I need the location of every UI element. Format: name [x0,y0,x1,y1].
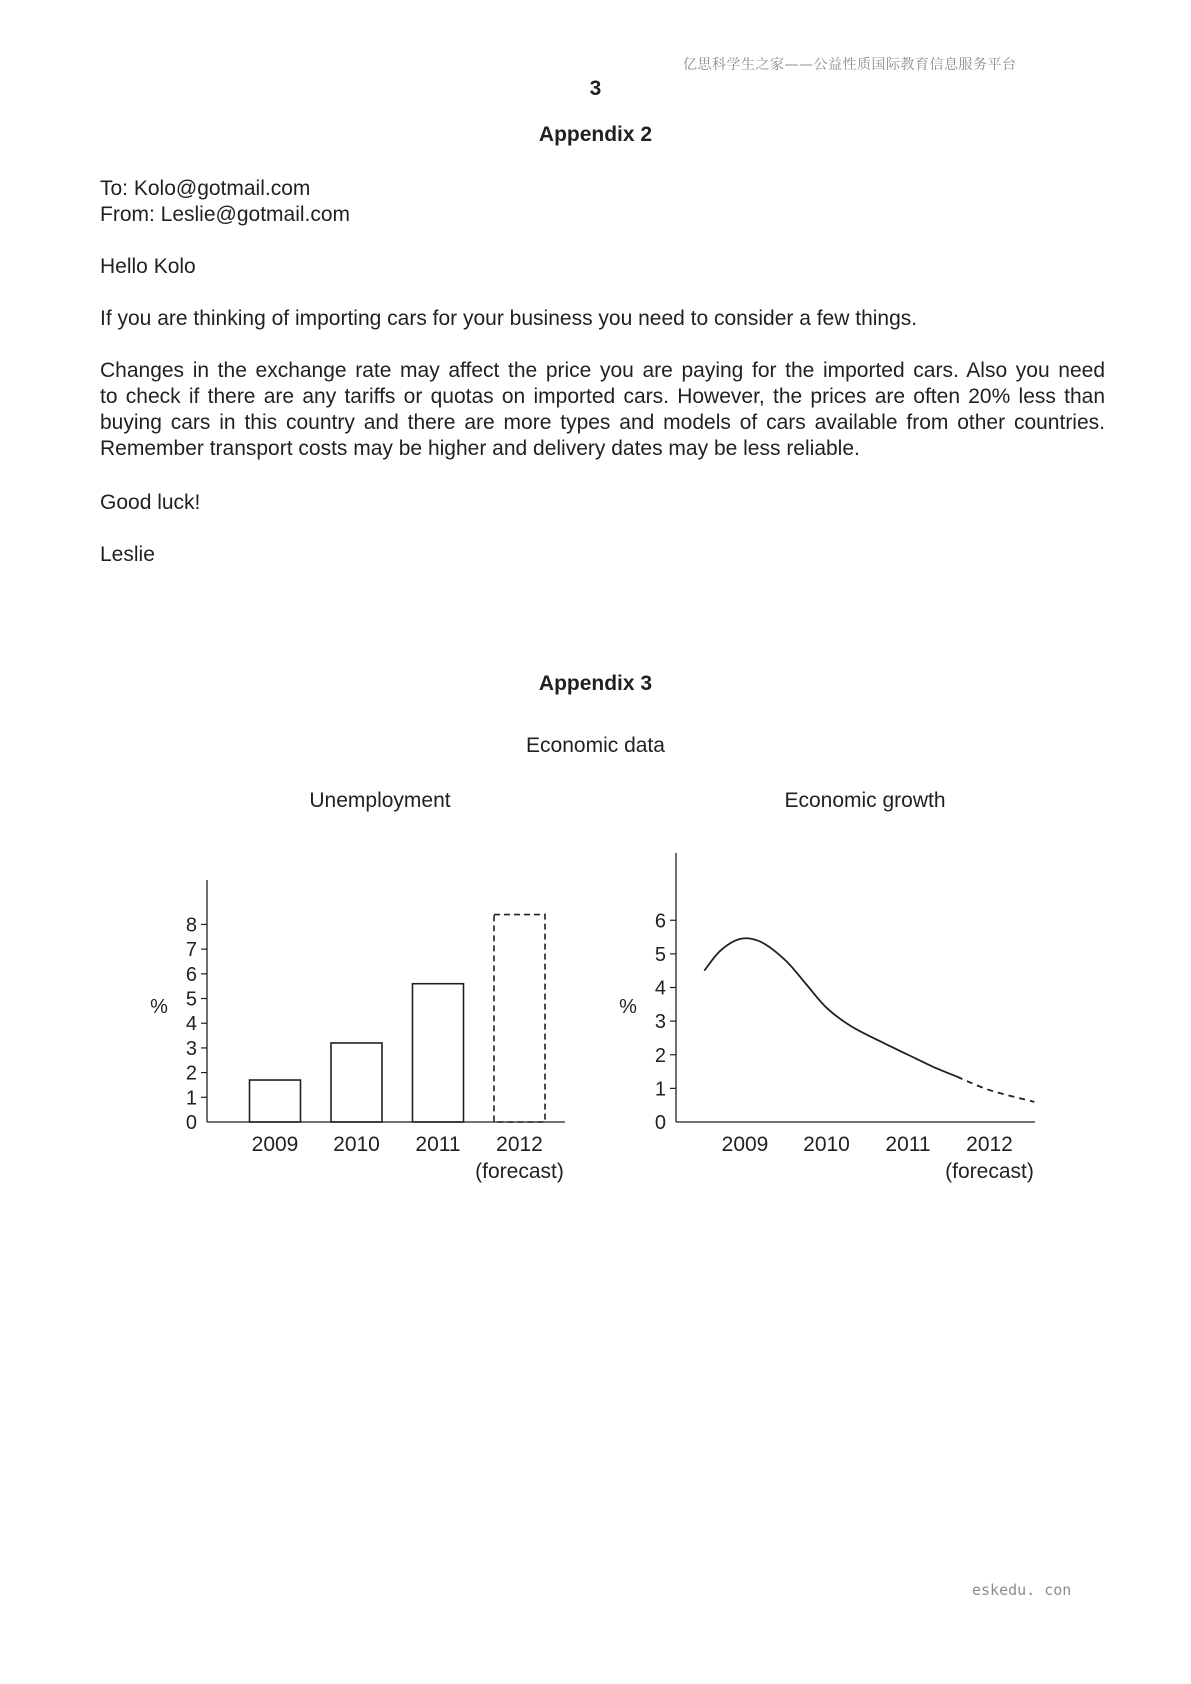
y-tick-label: 7 [185,939,197,962]
x-tick-label: 2010 [803,1133,850,1156]
y-axis-label: % [150,996,168,1018]
growth-chart-title: Economic growth [784,789,946,812]
y-tick-label: 4 [185,1013,197,1036]
header-watermark: 亿思科学生之家——公益性质国际教育信息服务平台 [683,57,1017,73]
x-tick-label: 2009 [251,1133,299,1156]
y-tick-label: 0 [654,1112,666,1134]
y-tick-label: 3 [654,1011,666,1034]
appendix3-heading: Appendix 3 [538,672,653,695]
x-tick-label: 2012 [496,1133,543,1156]
y-tick-label: 2 [654,1044,666,1067]
y-tick-label: 0 [185,1112,197,1134]
unemployment-chart [150,880,565,1183]
x-tick-note: (forecast) [475,1160,564,1183]
y-tick-label: 8 [185,914,197,937]
bar-forecast [494,915,545,1122]
appendix2-heading: Appendix 2 [538,123,653,146]
bar [413,984,464,1122]
paragraph-line: buying cars in this country and there are more types and models of cars available from other countries. [100,411,1105,434]
paragraph-line: Changes in the exchange rate may affect the price you are paying for the imported cars. Also you need [100,359,1105,382]
y-tick-label: 4 [654,977,666,1000]
y-tick-label: 2 [185,1062,197,1085]
bar [250,1080,301,1122]
email-closing: Good luck! [100,491,201,514]
economic-data-subtitle: Economic data [526,734,665,757]
x-tick-note: (forecast) [945,1160,1034,1183]
y-tick-label: 6 [185,963,197,986]
x-tick-label: 2011 [415,1133,461,1156]
paragraph-line: Remember transport costs may be higher and delivery dates may be less reliable. [100,437,860,460]
x-tick-label: 2012 [966,1133,1013,1156]
y-tick-label: 1 [185,1087,197,1110]
email-paragraph-1: If you are thinking of importing cars for your business you need to consider a few things. [100,307,918,330]
y-tick-label: 6 [654,910,666,933]
unemployment-chart-title: Unemployment [309,789,451,812]
y-tick-label: 1 [654,1078,666,1101]
paragraph-line: to check if there are any tariffs or quotas on imported cars. However, the prices are often 20% less than [100,385,1105,408]
y-tick-label: 5 [185,988,197,1011]
y-tick-label: 3 [185,1037,197,1060]
x-tick-label: 2010 [333,1133,380,1156]
y-tick-label: 5 [654,943,666,966]
bar [331,1043,382,1122]
x-tick-label: 2009 [721,1133,769,1156]
email-to: To: Kolo@gotmail.com [100,177,311,200]
x-tick-label: 2011 [885,1133,931,1156]
growth-line-forecast [957,1077,1034,1102]
email-from: From: Leslie@gotmail.com [100,203,351,226]
page-number: 3 [589,77,602,100]
email-greeting: Hello Kolo [100,255,196,278]
footer-text: eskedu. con [972,1581,1072,1599]
growth-line [704,938,957,1076]
email-signature: Leslie [100,543,155,566]
economic-growth-chart [619,853,1035,1183]
y-axis-label: % [619,996,637,1018]
